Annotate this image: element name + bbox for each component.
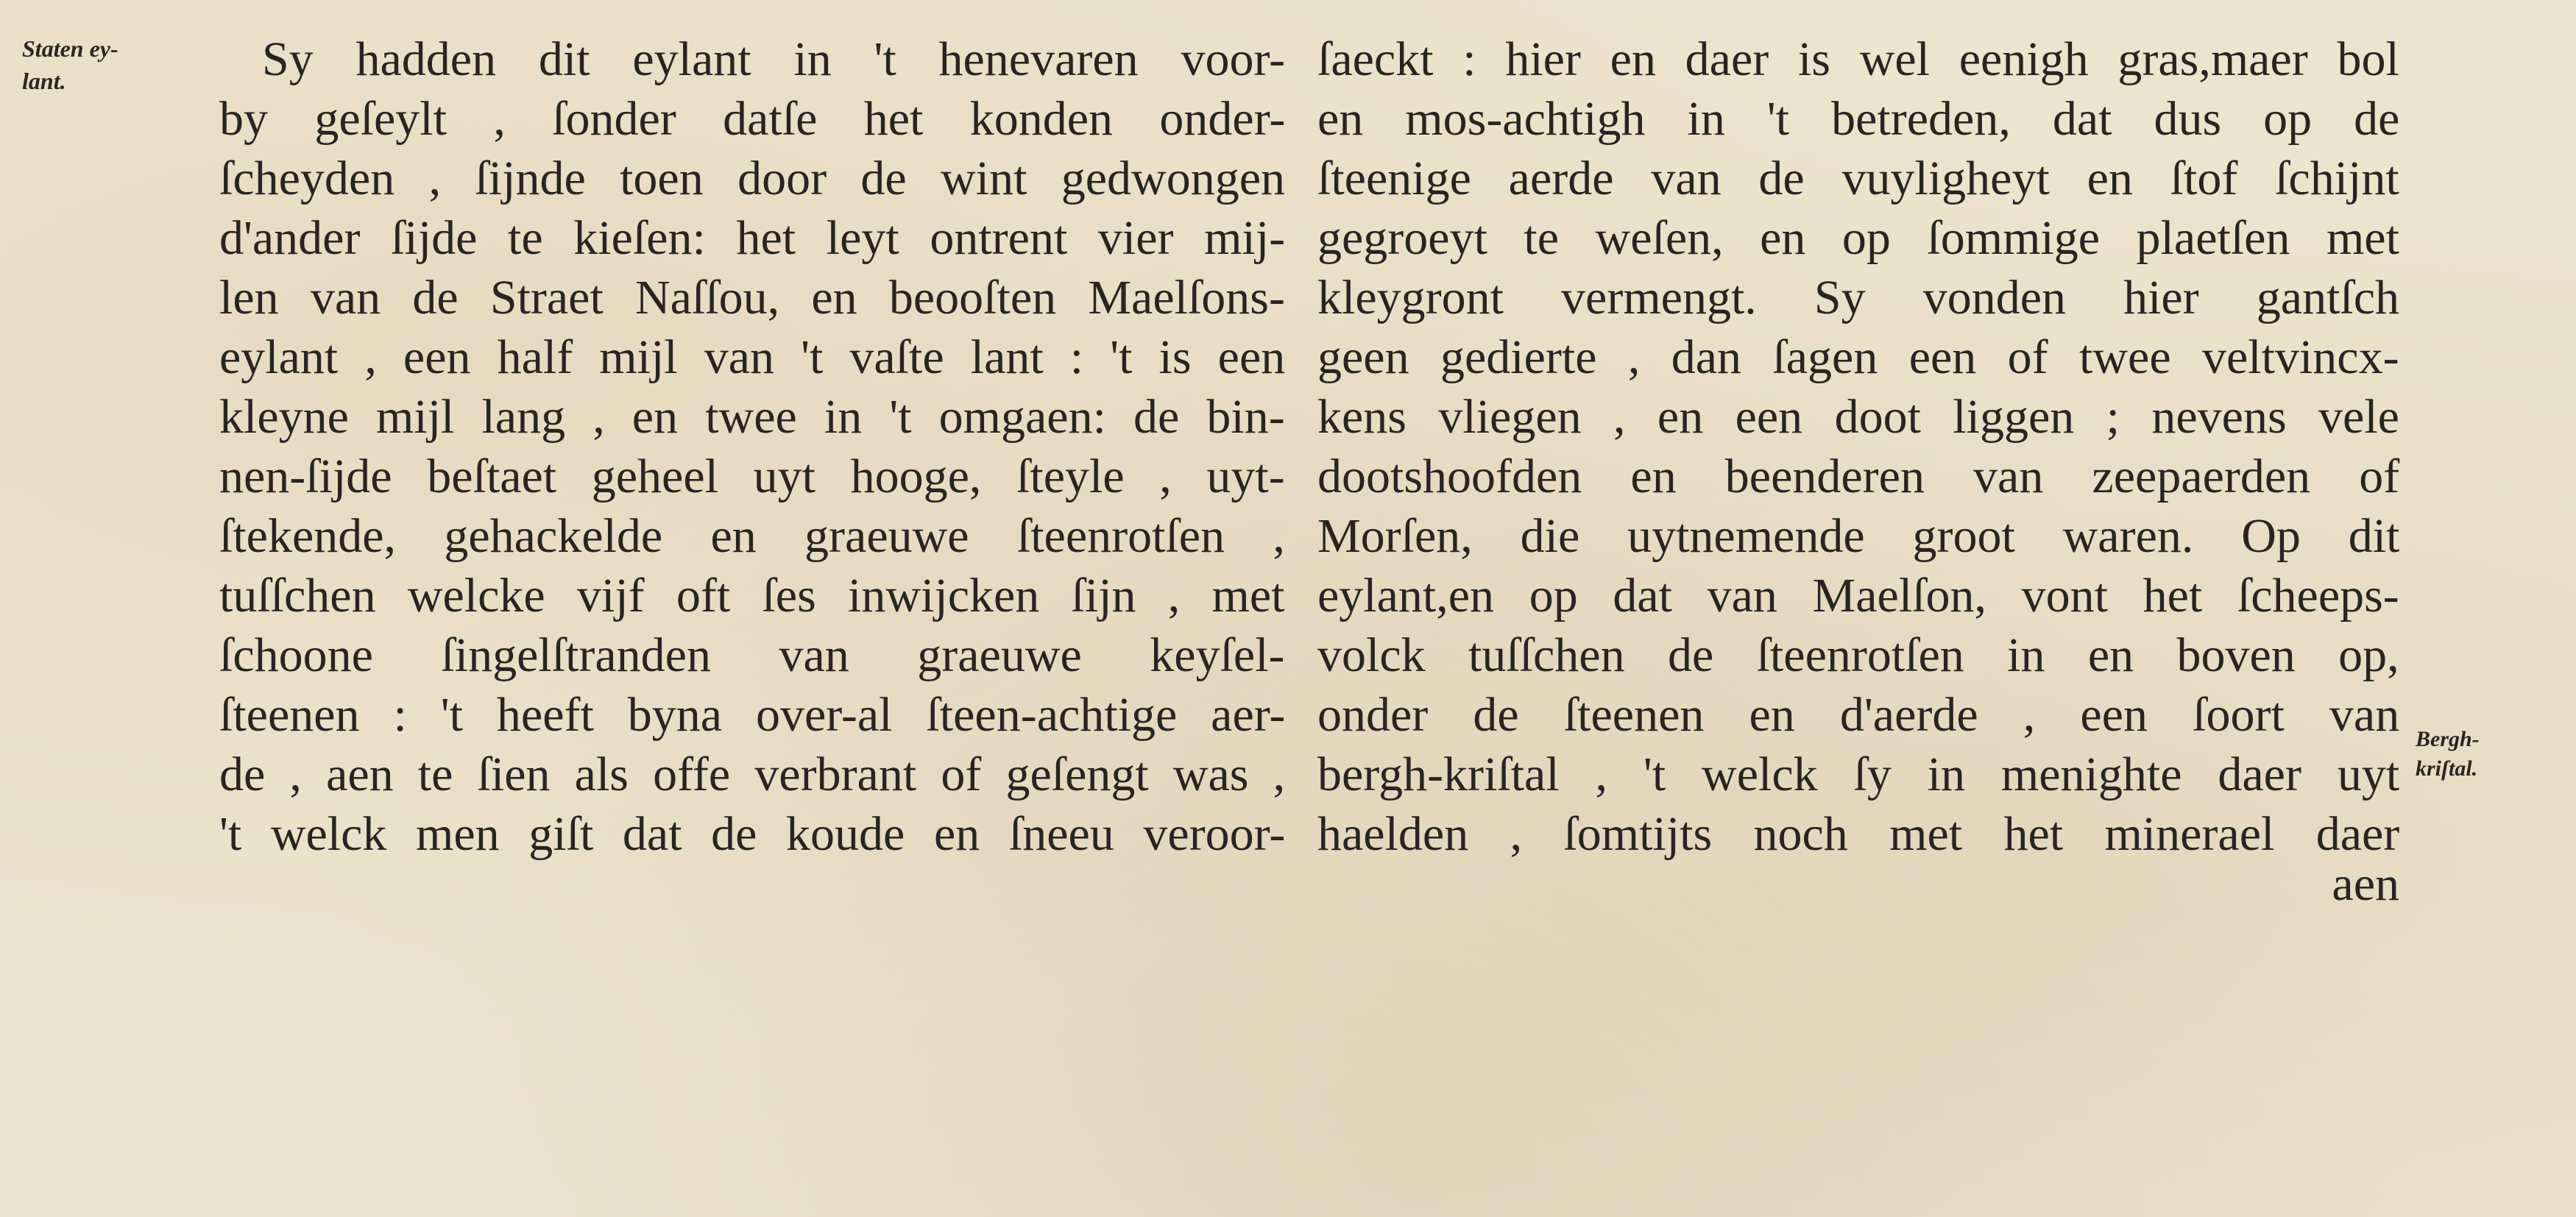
text-line: haelden , ſomtijts noch met het minerael daer <box>1317 807 2400 861</box>
text-line: nen-ſijde beſtaet geheel uyt hooge, ſteyle , uyt- <box>219 450 1285 503</box>
text-line: tuſſchen welcke vijf oft ſes inwijcken ſijn , met <box>219 569 1285 622</box>
text-column-left <box>219 29 1285 864</box>
text-line: eylant,en op dat van Maelſon, vont het ſcheeps- <box>1317 569 2399 622</box>
margin-note-line: lant. <box>22 68 66 94</box>
text-line: de , aen te ſien als offe verbrant of geſengt was , <box>219 748 1286 801</box>
text-line: ſteenen : 't heeft byna over-al ſteen-achtige aer- <box>219 688 1286 742</box>
text-line: kleygront vermengt. Sy vonden hier gantſch <box>1317 271 2400 324</box>
text-line: dootshoofden en beenderen van zeepaerden of <box>1317 450 2400 503</box>
text-line: ſtekende, gehackelde en graeuwe ſteenrotſen , <box>219 509 1285 563</box>
text-line: ſcheyden , ſijnde toen door de wint gedwongen <box>219 152 1286 205</box>
text-line: eylant , een half mijl van 't vaſte lant : 't is een <box>219 330 1286 384</box>
text-line: kens vliegen , en een doot liggen ; nevens vele <box>1317 390 2399 444</box>
text-line: en mos-achtigh in 't betreden, dat dus op de <box>1317 92 2400 146</box>
margin-note-line: kriſtal. <box>2416 756 2478 781</box>
text-line: kleyne mijl lang , en twee in 't omgaen: de bin- <box>219 390 1285 444</box>
text-line: len van de Straet Naſſou, en beooſten Maelſons- <box>219 271 1285 324</box>
text-line: volck tuſſchen de ſteenrotſen in en boven op, <box>1317 628 2399 682</box>
text-line: onder de ſteenen en d'aerde , een ſoort van <box>1317 688 2400 742</box>
margin-note-line: Staten ey- <box>22 35 118 62</box>
text-line: d'ander ſijde te kieſen: het leyt ontrent vier mij- <box>219 211 1286 265</box>
text-line: 't welck men giſt dat de koude en ſneeu veroor- <box>219 807 1286 861</box>
text-line: ſteenige aerde van de vuyligheyt en ſtof ſchijnt <box>1317 152 2399 205</box>
text-line: by geſeylt , ſonder datſe het konden onder- <box>219 92 1286 146</box>
text-line: gegroeyt te weſen, en op ſommige plaetſen met <box>1317 211 2399 265</box>
text-line: Sy hadden dit eylant in 't henevaren voor- <box>262 32 1286 86</box>
margin-note-staten-eylant <box>22 32 118 97</box>
text-column-right <box>1317 29 2399 864</box>
catchword: aen <box>2332 857 2399 911</box>
margin-note-bergh-kristal <box>2416 725 2480 784</box>
text-line: Morſen, die uytnemende groot waren. Op dit <box>1317 509 2400 563</box>
text-line: geen gedierte , dan ſagen een of twee veltvincx- <box>1317 330 2399 384</box>
text-line: ſaeckt : hier en daer is wel eenigh gras,maer bol <box>1317 32 2399 86</box>
text-line: ſchoone ſingelſtranden van graeuwe keyſel- <box>219 628 1285 682</box>
margin-note-line: Bergh- <box>2416 727 2480 751</box>
text-line: bergh-kriſtal , 't welck ſy in menighte daer uyt <box>1317 748 2400 801</box>
